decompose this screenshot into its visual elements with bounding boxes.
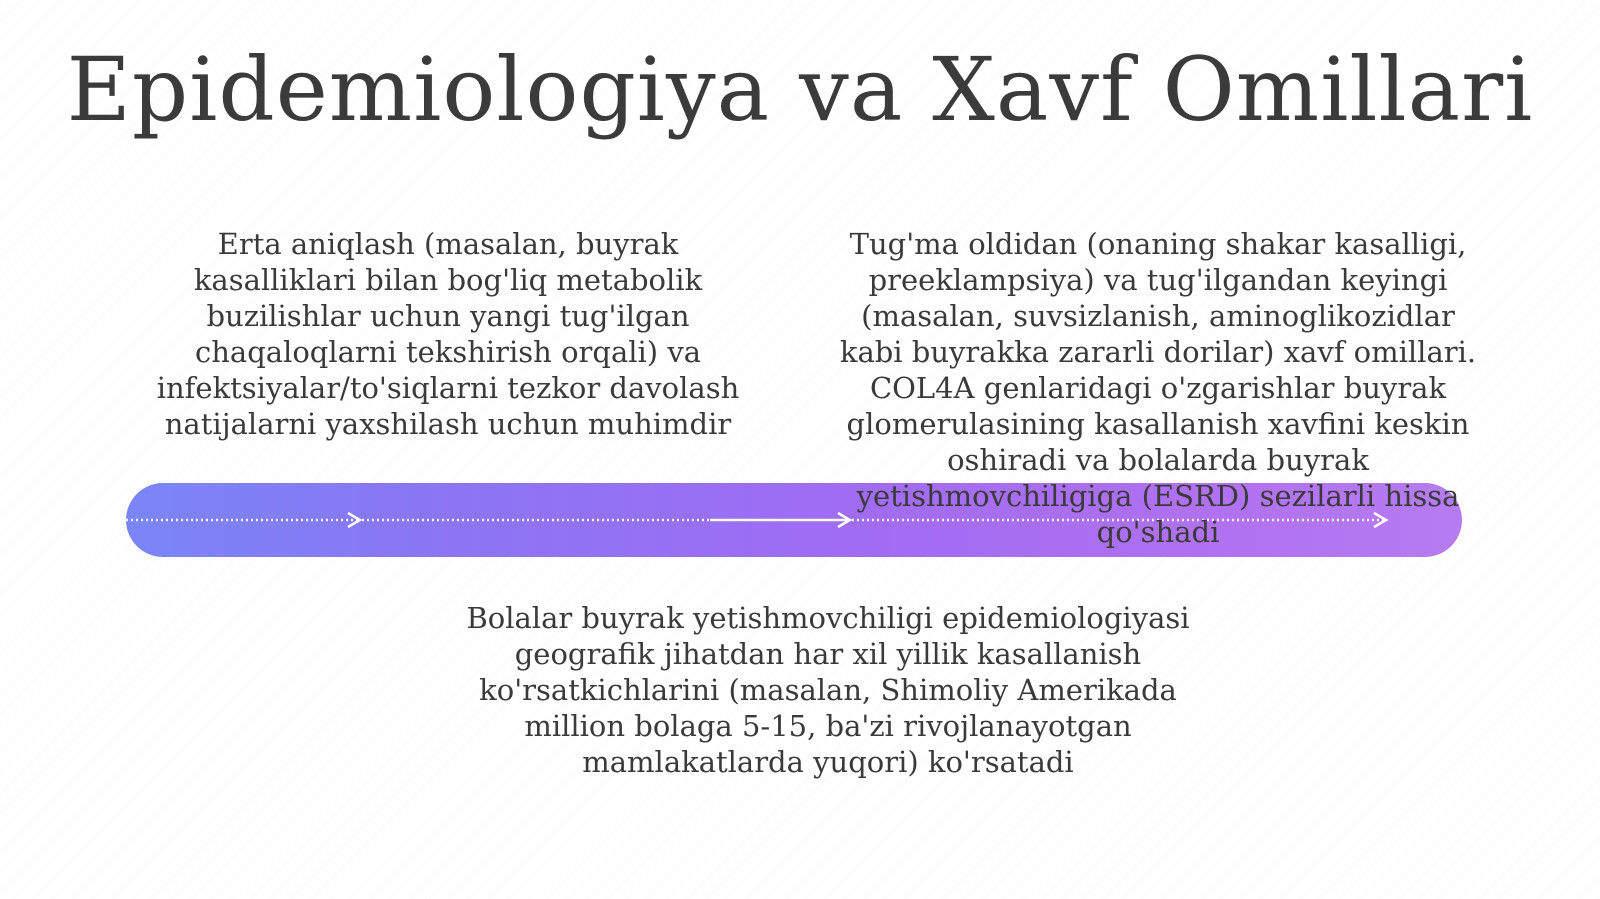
right-text-block: Tug'ma oldidan (onaning shakar kasalligi, preeklampsiya) va tug'ilgandan keyingi (masalan, suvsizlanish, aminoglikozidlar kabi buyrakka zararli dorilar) xavf omillari. COL4A genlaridagi o'zgarishlar buyrak glomerulasining kasallanish xavfini keskin oshiradi va bolalarda buyrak yetishmovchiligiga (ESRD) sezilarli hissa qo'shadi [839, 227, 1477, 549]
slide-title: Epidemiologiya va Xavf Omillari [66, 38, 1534, 141]
left-text-block: Erta aniqlash (masalan, buyrak kasalliklari bilan bog'liq metabolik buzilishlar uchun yangi tug'ilgan chaqaloqlarni tekshirish orqali) va infektsiyalar/to'siqlarni tezkor davolash natijalarni yaxshilash uchun muhimdir [156, 227, 740, 441]
timeline-arrow-1 [348, 513, 360, 527]
bottom-text-block: Bolalar buyrak yetishmovchiligi epidemiologiyasi geografik jihatdan har xil yillik kasallanish ko'rsatkichlarini (masalan, Shimoliy Amerikada million bolaga 5-15, ba'zi rivojlanayotgan mamlakatlarda yuqori) ko'rsatadi [466, 601, 1190, 779]
